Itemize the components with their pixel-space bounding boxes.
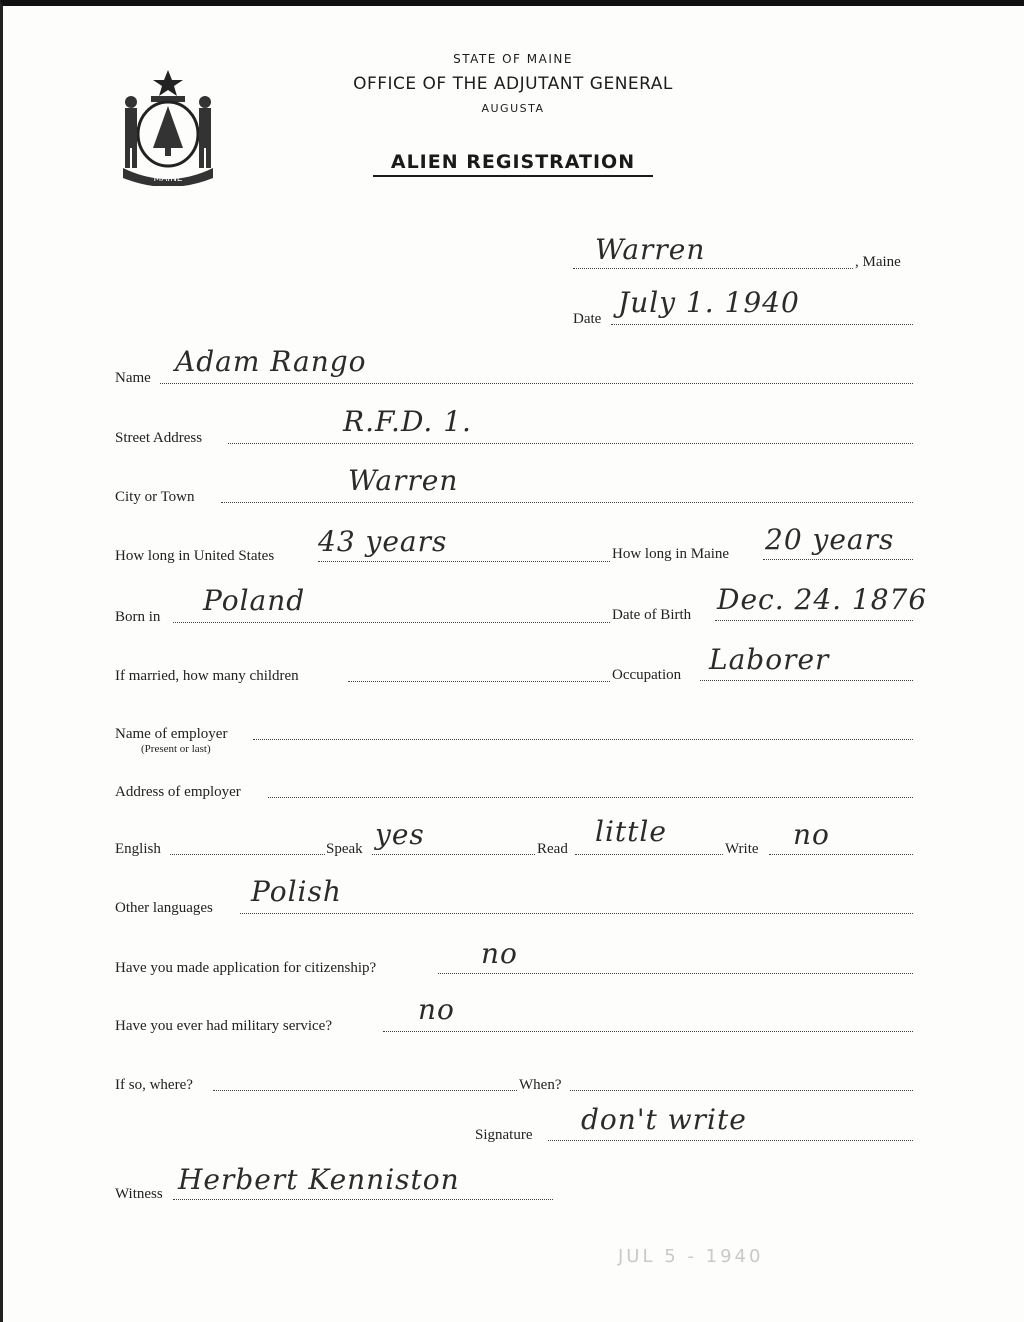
military-value: no [418,993,455,1026]
married-children-line [348,681,610,682]
born-in-label: Born in [115,609,161,625]
how-long-maine-line [763,559,913,560]
how-long-us-line [318,561,610,562]
how-long-us-label: How long in United States [115,548,275,564]
write-line [769,854,913,855]
signature-value: don't write [581,1103,747,1136]
maine-seal-icon [115,68,221,186]
city-line [221,502,913,503]
received-date-stamp: JUL 5 - 1940 [618,1246,764,1267]
name-value: Adam Rango [175,345,367,378]
other-languages-line [240,913,913,914]
if-so-where-line [213,1090,517,1091]
street-address-label: Street Address [115,430,203,446]
speak-line [372,854,535,855]
how-long-maine-value: 20 years [765,523,895,556]
name-line [160,383,913,384]
english-label: English [115,841,161,857]
military-line [383,1031,913,1032]
date-of-birth-value: Dec. 24. 1876 [717,583,928,616]
street-address-line [228,443,913,444]
when-label: When? [519,1077,562,1093]
witness-value: Herbert Kenniston [178,1163,460,1196]
write-label: Write [725,841,759,857]
name-label: Name [115,370,151,386]
employer-name-line [253,739,913,740]
english-line [170,854,325,855]
other-languages-value: Polish [251,875,342,908]
other-languages-label: Other languages [115,900,213,916]
born-in-value: Poland [203,584,306,617]
signature-line [548,1140,913,1141]
town-line [573,268,853,269]
city-value: Warren [348,464,459,497]
occupation-line [700,680,913,681]
date-of-birth-label: Date of Birth [612,607,692,623]
witness-label: Witness [115,1186,163,1202]
read-line [575,854,723,855]
town-suffix: , Maine [855,254,901,270]
if-so-where-label: If so, where? [115,1077,193,1093]
form-title: ALIEN REGISTRATION [373,151,653,177]
married-children-label: If married, how many children [115,668,299,684]
header-city: AUGUSTA [481,102,545,115]
citizenship-line [438,973,913,974]
date-line [611,324,913,325]
born-in-line [173,622,610,623]
svg-text:MAINE: MAINE [153,174,183,184]
occupation-value: Laborer [709,643,830,676]
header-office: OFFICE OF THE ADJUTANT GENERAL [353,74,673,94]
date-value: July 1. 1940 [618,286,800,319]
occupation-label: Occupation [612,667,682,683]
military-label: Have you ever had military service? [115,1018,332,1034]
town-value: Warren [595,233,706,266]
employer-name-label: Name of employer [115,726,228,742]
speak-value: yes [375,818,425,851]
speak-label: Speak [326,841,363,857]
read-label: Read [537,841,568,857]
header-state: STATE OF MAINE [453,52,573,66]
signature-label: Signature [475,1127,533,1143]
citizenship-label: Have you made application for citizenship? [115,960,377,976]
street-address-value: R.F.D. 1. [343,405,472,438]
how-long-us-value: 43 years [318,525,448,558]
read-value: little [595,815,667,848]
write-value: no [793,818,830,851]
employer-address-line [268,797,913,798]
employer-name-sublabel: (Present or last) [141,743,211,755]
city-label: City or Town [115,489,195,505]
date-label: Date [573,311,602,327]
witness-line [173,1199,553,1200]
date-of-birth-line [715,620,913,621]
citizenship-value: no [481,937,518,970]
employer-address-label: Address of employer [115,784,241,800]
when-line [570,1090,913,1091]
how-long-maine-label: How long in Maine [612,546,730,562]
